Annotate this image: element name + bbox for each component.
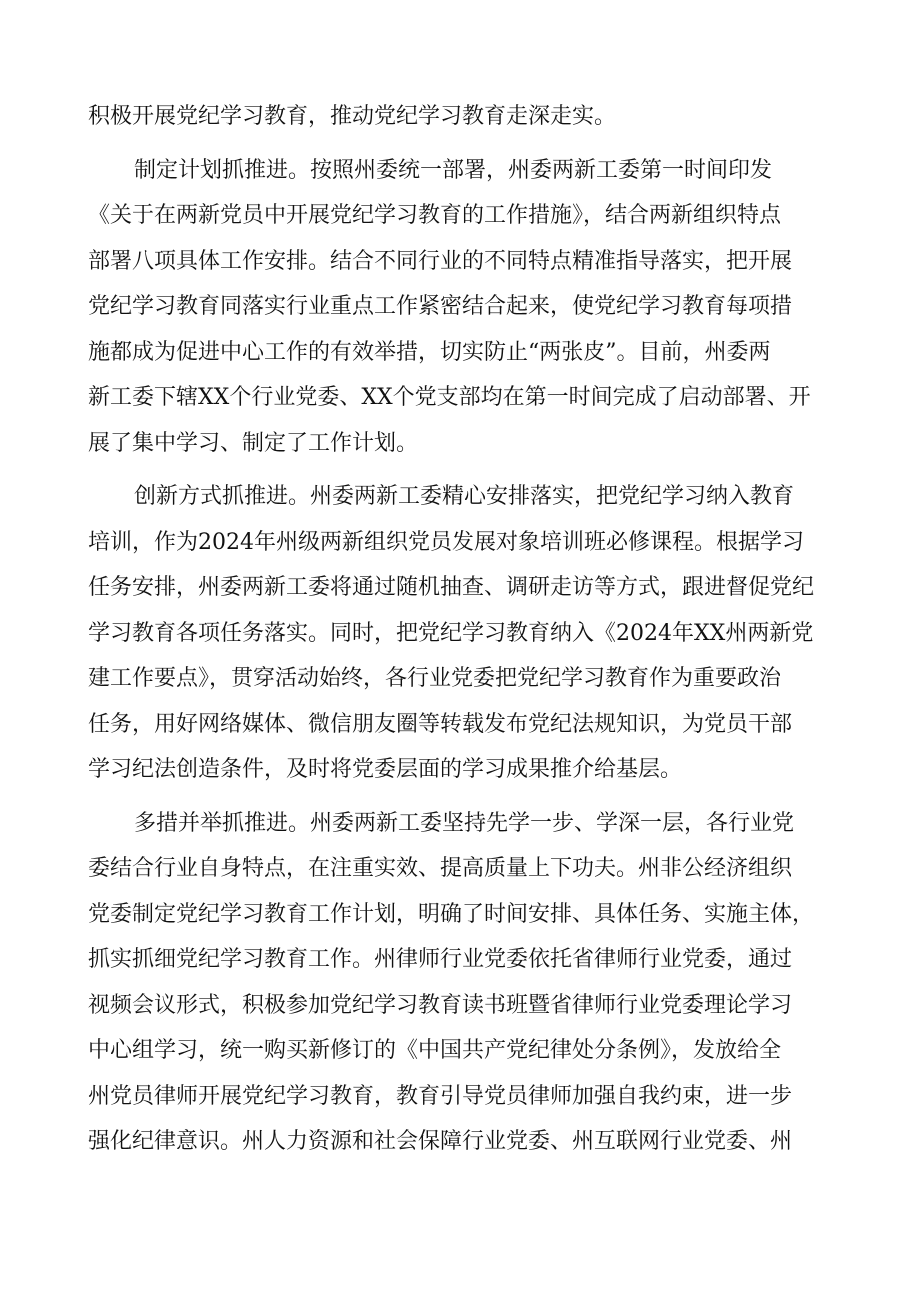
text-line: 党委制定党纪学习教育工作计划，明确了时间安排、具体任务、实施主体，: [88, 901, 815, 927]
text-line: 委结合行业自身特点，在注重实效、提高质量上下功夫。州非公经济组织: [88, 856, 793, 881]
text-line: 积极开展党纪学习教育，推动党纪学习教育走深走实。: [88, 104, 617, 129]
text-line: 新工委下辖XX个行业党委、XX个党支部均在第一时间完成了启动部署、开: [88, 385, 811, 410]
paragraph-gap: [88, 466, 830, 474]
text-line: 强化纪律意识。州人力资源和社会保障行业党委、州互联网行业党委、州: [88, 1129, 793, 1154]
text-line: 多措并举抓推进。州委两新工委坚持先学一步、学深一层，各行业党: [134, 810, 795, 836]
text-line: 展了集中学习、制定了工作计划。: [88, 430, 419, 456]
text-line: 部署八项具体工作安排。结合不同行业的不同特点精准指导落实，把开展: [88, 248, 793, 274]
text-line: 学习教育各项任务落实。同时，把党纪学习教育纳入《2024年XX州两新党: [88, 620, 814, 646]
text-line: 学习纪法创造条件，及时将党委层面的学习成果推介给基层。: [88, 757, 683, 782]
text-line: 制定计划抓推进。按照州委统一部署，州委两新工委第一时间印发: [134, 157, 773, 183]
text-line: 《关于在两新党员中开展党纪学习教育的工作措施》，结合两新组织特点: [88, 203, 782, 228]
text-line: 州党员律师开展党纪学习教育，教育引导党员律师加强自我约束，进一步: [88, 1083, 793, 1109]
paragraph-gap: [88, 140, 830, 148]
paragraph: [88, 148, 830, 467]
text-line: 施都成为促进中心工作的有效举措，切实防止“两张皮”。目前，州委两: [88, 339, 771, 365]
text-line: 抓实抓细党纪学习教育工作。州律师行业党委依托省律师行业党委，通过: [88, 947, 793, 972]
paragraph: [88, 801, 830, 1165]
text-line: 视频会议形式，积极参加党纪学习教育读书班暨省律师行业党委理论学习: [88, 992, 793, 1018]
paragraph: [88, 94, 830, 140]
document-body: [88, 94, 830, 1165]
text-line: 建工作要点》，贯穿活动始终，各行业党委把党纪学习教育作为重要政治: [88, 666, 782, 691]
text-line: 中心组学习，统一购买新修订的《中国共产党纪律处分条例》，发放给全: [88, 1038, 782, 1063]
text-line: 创新方式抓推进。州委两新工委精心安排落实，把党纪学习纳入教育: [134, 484, 795, 509]
paragraph-gap: [88, 793, 830, 801]
text-line: 党纪学习教育同落实行业重点工作紧密结合起来，使党纪学习教育每项措: [88, 294, 793, 319]
text-line: 培训，作为2024年州级两新组织党员发展对象培训班必修课程。根据学习: [88, 529, 804, 555]
text-line: 任务安排，州委两新工委将通过随机抽查、调研走访等方式，跟进督促党纪: [88, 575, 815, 600]
text-line: 任务，用好网络媒体、微信朋友圈等转载发布党纪法规知识，为党员干部: [88, 711, 793, 737]
paragraph: [88, 474, 830, 793]
